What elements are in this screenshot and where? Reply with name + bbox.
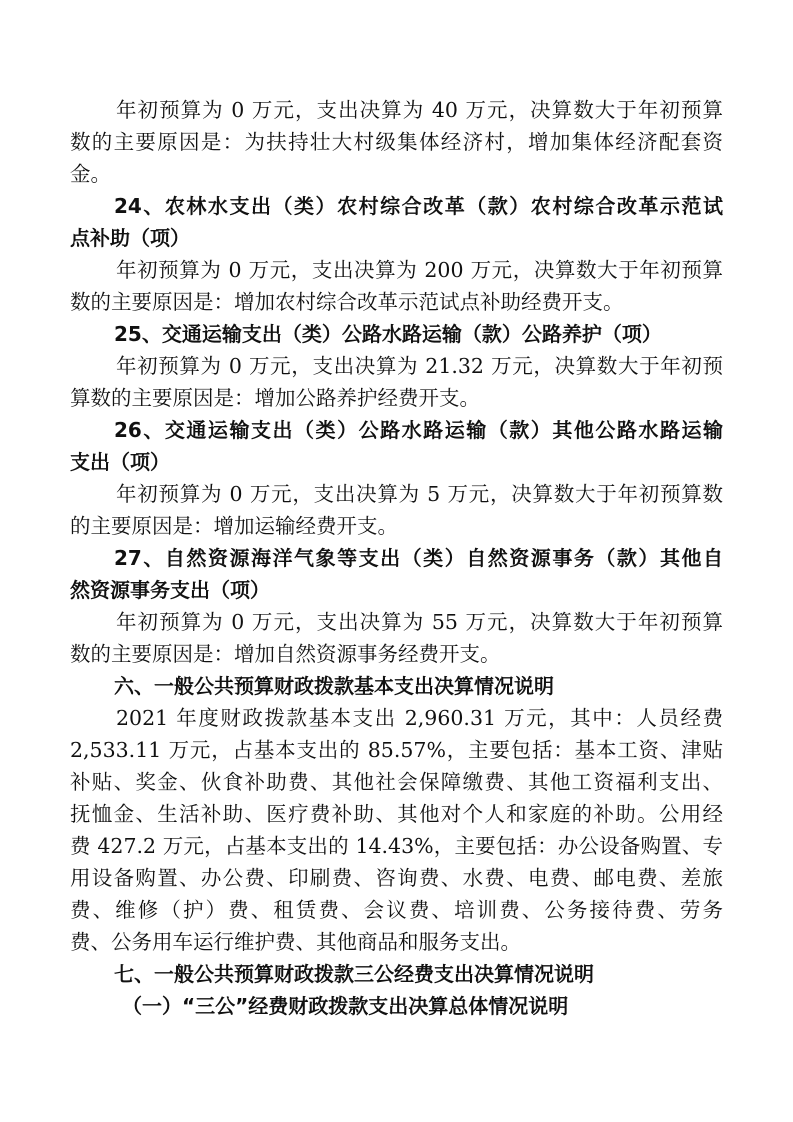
paragraph-line: 年初预算为 0 万元，支出决算为 55 万元，决算数大于年初预算 [116,610,723,634]
section-heading: 25、交通运输支出（类）公路水路运输（款）公路养护（项） [114,322,662,346]
paragraph-line: 抚恤金、生活补助、医疗费补助、其他对个人和家庭的补助。公用经 [70,802,723,826]
paragraph-line: 年初预算为 0 万元，支出决算为 200 万元，决算数大于年初预算 [116,258,723,282]
paragraph-line: 用设备购置、办公费、印刷费、咨询费、水费、电费、邮电费、差旅 [70,866,723,890]
paragraph-line: 费、维修（护）费、租赁费、会议费、培训费、公务接待费、劳务 [70,898,723,922]
paragraph-line: 2021 年度财政拨款基本支出 2,960.31 万元，其中：人员经费 [116,706,723,730]
paragraph-line: 年初预算为 0 万元，支出决算为 40 万元，决算数大于年初预算 [116,98,723,122]
section-heading: 六、一般公共预算财政拨款基本支出决算情况说明 [114,674,554,698]
paragraph-line: 的主要原因是：增加运输经费开支。 [70,514,398,538]
paragraph-line: 补贴、奖金、伙食补助费、其他社会保障缴费、其他工资福利支出、 [70,770,723,794]
paragraph-line: 费、公务用车运行维护费、其他商品和服务支出。 [70,930,521,954]
section-heading-line: 26、交通运输支出（类）公路水路运输（款）其他公路水路运输 [114,418,723,442]
paragraph-line: 金。 [70,162,111,186]
subsection-heading: （一）“三公”经费财政拨款支出决算总体情况说明 [122,994,569,1018]
section-heading-line: 24、农林水支出（类）农村综合改革（款）农村综合改革示范试 [114,194,723,218]
paragraph-line: 算数的主要原因是：增加公路养护经费开支。 [70,386,480,410]
section-heading-line: 点补助（项） [70,226,190,250]
section-heading-line: 支出（项） [70,450,170,474]
paragraph-line: 2,533.11 万元，占基本支出的 85.57%，主要包括：基本工资、津贴 [70,738,723,762]
paragraph-line: 费 427.2 万元，占基本支出的 14.43%，主要包括：办公设备购置、专 [70,834,723,858]
paragraph-line: 数的主要原因是：为扶持壮大村级集体经济村，增加集体经济配套资 [70,130,723,154]
paragraph-line: 年初预算为 0 万元，支出决算为 21.32 万元，决算数大于年初预 [116,354,723,378]
section-heading-line: 然资源事务支出（项） [70,578,270,602]
paragraph-line: 年初预算为 0 万元，支出决算为 5 万元，决算数大于年初预算数 [116,482,723,506]
document-body [70,94,723,1022]
paragraph-line: 数的主要原因是：增加农村综合改革示范试点补助经费开支。 [70,290,624,314]
paragraph-line: 数的主要原因是：增加自然资源事务经费开支。 [70,642,501,666]
section-heading: 七、一般公共预算财政拨款三公经费支出决算情况说明 [114,962,594,986]
section-heading-line: 27、自然资源海洋气象等支出（类）自然资源事务（款）其他自 [114,546,723,570]
